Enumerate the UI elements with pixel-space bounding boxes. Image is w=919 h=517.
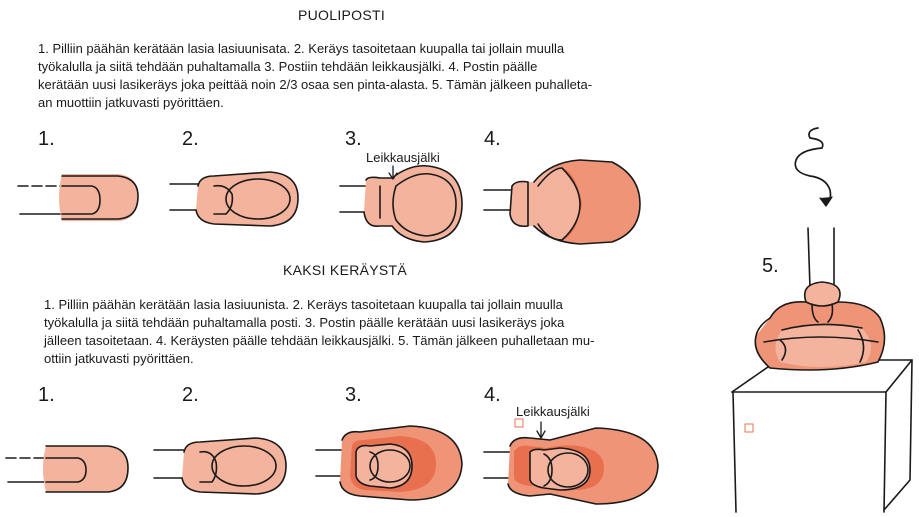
section1-step-1-gather	[18, 174, 138, 221]
section2-line: ottiin jatkuvasti pyörittäen.	[44, 351, 194, 366]
section1-step-2-post	[170, 172, 298, 226]
section2-step-1-gather	[6, 446, 128, 492]
section1-step-4-second-gather	[484, 160, 640, 244]
section1-step-2-label: 2.	[182, 128, 199, 150]
mold-step-label: 5.	[762, 255, 779, 277]
section2-step-1-label: 1.	[38, 384, 55, 406]
section2-step-3-label: 3.	[345, 384, 362, 406]
section2-cut-mark-label: Leikkausjälki	[516, 404, 590, 419]
section2-line: 1. Pilliin päähän kerätään lasia lasiuunista. 2. Keräys tasoitetaan kuupalla tai jollain muulla	[44, 297, 563, 312]
section2-step-4-label: 4.	[484, 384, 501, 406]
section1-line: kerätään uusi lasikeräys joka peittää noin 2/3 osaa sen pinta-alasta. 5. Tämän jälkeen puhalleta-	[38, 77, 593, 92]
section1-cut-mark-label: Leikkausjälki	[366, 150, 440, 165]
section1-line: työkalulla ja siitä tehdään puhaltamalla 3. Postiin tehdään leikkausjälki. 4. Postin päälle	[38, 59, 538, 74]
section1-step-1-label: 1.	[38, 128, 55, 150]
section2-step-2-post	[154, 438, 286, 494]
section1-title: PUOLIPOSTI	[298, 7, 386, 23]
section1-step-3-cut	[340, 166, 462, 242]
section2-step-4-cut	[484, 419, 658, 504]
section1-line: an muottiin jatkuvasti pyörittäen.	[38, 95, 224, 110]
section1-step-4-label: 4.	[484, 128, 501, 150]
section2-step-3-second-gather	[316, 426, 462, 500]
section2-title: KAKSI KERÄYSTÄ	[283, 262, 408, 278]
section2-line: jälleen tasoitetaan. 4. Keräysten päälle tehdään leikkausjälki. 5. Tämän jälkeen puhalletaan mu-	[44, 333, 595, 348]
mold-step-illustration	[732, 128, 912, 512]
section2-step-2-label: 2.	[182, 384, 199, 406]
section2-line: työkalulla ja siitä tehdään puhaltamalla posti. 3. Postin päälle kerätään uusi lasikeräys joka	[44, 315, 565, 330]
section1-line: 1. Pilliin päähän kerätään lasia lasiuunisata. 2. Keräys tasoitetaan kuupalla tai jollain muulla	[38, 41, 565, 56]
section1-step-3-label: 3.	[345, 128, 362, 150]
